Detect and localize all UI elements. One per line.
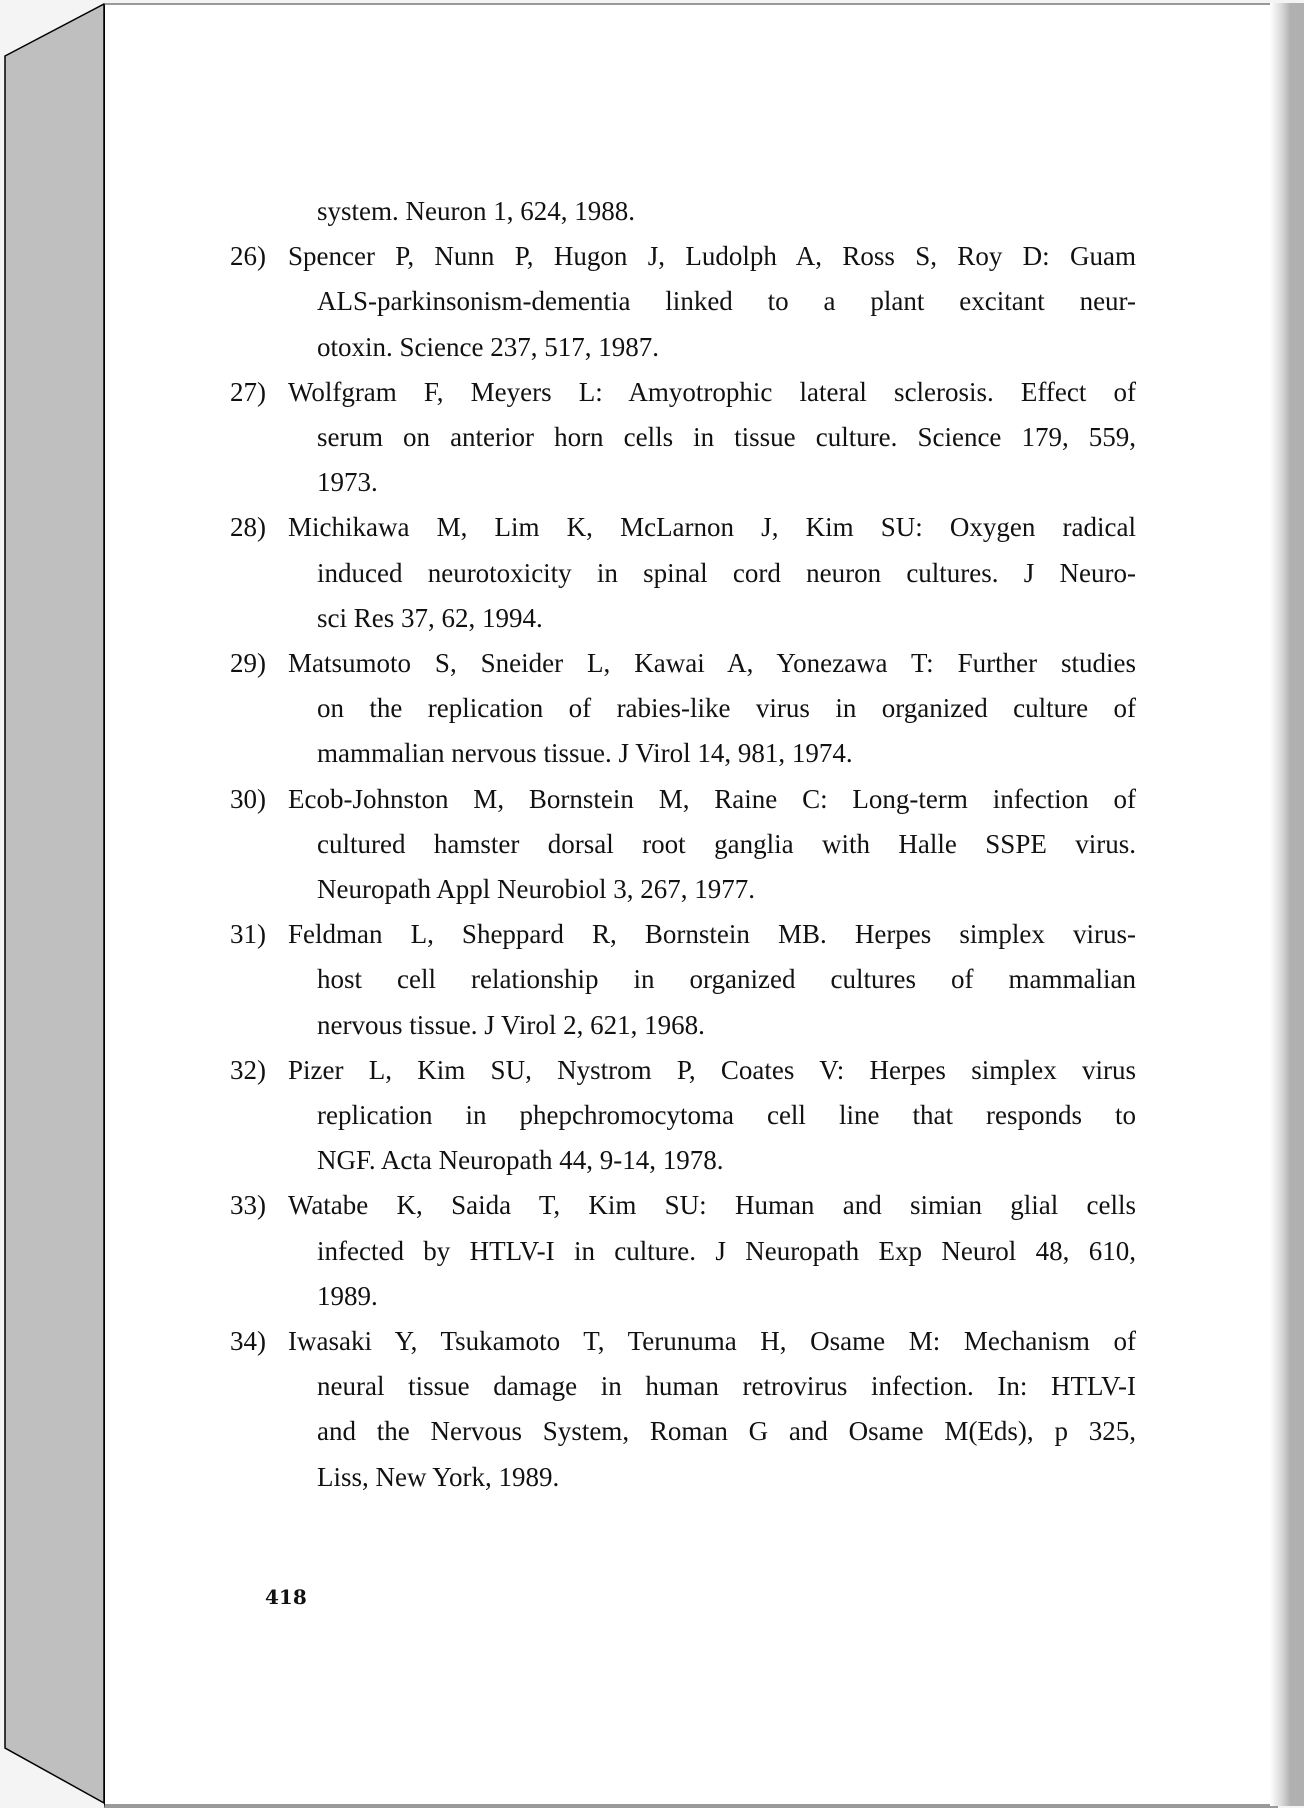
reference-line: neural tissue damage in human retrovirus infection. In: HTLV-I [317,1371,1136,1402]
reference-line: NGF. Acta Neuropath 44, 9-14, 1978. [317,1145,724,1176]
reference-line: Wolfgram F, Meyers L: Amyotrophic lateral sclerosis. Effect of [288,376,1136,407]
reference-line: mammalian nervous tissue. J Virol 14, 981, 1974. [317,738,853,769]
reference-line: Spencer P, Nunn P, Hugon J, Ludolph A, Ross S, Roy D: Guam [288,241,1136,272]
reference-line: host cell relationship in organized cultures of mammalian [317,964,1136,995]
reference-number: 27) [230,376,266,407]
reference-line: infected by HTLV-I in culture. J Neuropath Exp Neurol 48, 610, [317,1235,1136,1266]
reference-line: Feldman L, Sheppard R, Bornstein MB. Herpes simplex virus- [288,919,1136,950]
reference-number: 26) [230,241,266,272]
reference-line: nervous tissue. J Virol 2, 621, 1968. [317,1009,705,1040]
reference-line: Liss, New York, 1989. [317,1461,560,1492]
reference-line: replication in phepchromocytoma cell line that responds to [317,1100,1136,1130]
reference-number: 29) [230,648,266,678]
reference-line: Michikawa M, Lim K, McLarnon J, Kim SU: Oxygen radical [288,512,1136,543]
reference-line: Ecob-Johnston M, Bornstein M, Raine C: Long-term infection of [288,783,1136,814]
reference-number: 33) [230,1190,266,1221]
reference-number: 34) [230,1326,266,1356]
reference-line: cultured hamster dorsal root ganglia with Halle SSPE virus. [317,828,1136,859]
reference-line: sci Res 37, 62, 1994. [317,602,543,633]
reference-line: Matsumoto S, Sneider L, Kawai A, Yonezawa T: Further studies [288,648,1136,678]
reference-number: 32) [230,1054,266,1085]
reference-line: serum on anterior horn cells in tissue culture. Science 179, 559, [317,422,1136,452]
reference-line: otoxin. Science 237, 517, 1987. [317,331,659,362]
reference-number: 30) [230,783,266,814]
reference-line: 1973. [317,467,378,498]
reference-continuation-line: system. Neuron 1, 624, 1988. [317,196,635,226]
reference-line: Neuropath Appl Neurobiol 3, 267, 1977. [317,874,755,904]
book-spine [0,0,110,1806]
page-edge-shadow [1270,3,1304,1806]
reference-line: Watabe K, Saida T, Kim SU: Human and simian glial cells [288,1190,1136,1221]
reference-line: on the replication of rabies-like virus in organized culture of [317,693,1136,724]
page-number: 418 [265,1585,307,1609]
reference-number: 28) [230,512,266,543]
reference-line: Iwasaki Y, Tsukamoto T, Terunuma H, Osame M: Mechanism of [288,1326,1136,1356]
reference-line: 1989. [317,1280,378,1311]
reference-line: and the Nervous System, Roman G and Osame M(Eds), p 325, [317,1416,1136,1447]
reference-line: induced neurotoxicity in spinal cord neuron cultures. J Neuro- [317,557,1136,588]
reference-line: ALS-parkinsonism-dementia linked to a plant excitant neur- [317,286,1136,317]
reference-line: Pizer L, Kim SU, Nystrom P, Coates V: Herpes simplex virus [288,1054,1136,1085]
reference-number: 31) [230,919,266,950]
